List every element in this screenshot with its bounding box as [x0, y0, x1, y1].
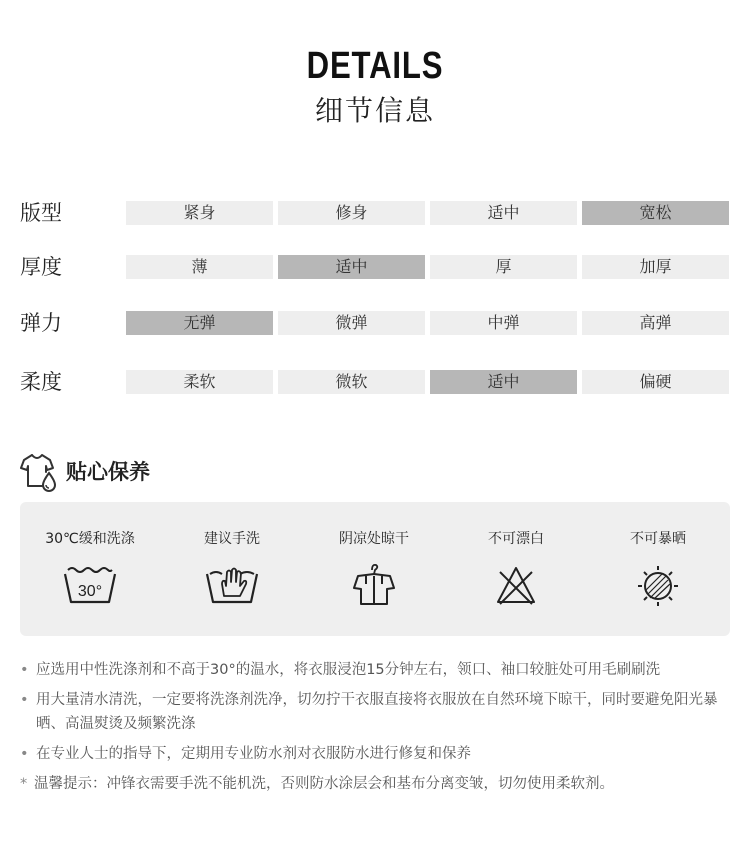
attr-row-thickness — [0, 255, 750, 281]
note-text: 用大量清水清洗，一定要将洗涤剂洗净，切勿拧干衣服直接将衣服放在自然环境下晾干，同时要避免阳光暴晒、高温熨烫及频繁洗涤 — [36, 692, 718, 732]
attr-option: 微弹 — [278, 311, 425, 335]
note-item — [20, 688, 732, 736]
care-label: 不可暴晒 — [630, 531, 686, 547]
care-item-no-bleach — [446, 502, 586, 636]
care-label: 30℃缓和洗涤 — [45, 531, 135, 547]
care-notes — [20, 658, 732, 796]
attr-row-fit — [0, 201, 750, 227]
tshirt-water-drop-icon — [20, 452, 62, 492]
care-label: 建议手洗 — [204, 531, 260, 547]
care-label: 阴凉处晾干 — [339, 531, 409, 547]
care-item-no-sun — [588, 502, 728, 636]
attr-row-elasticity — [0, 311, 750, 337]
wash-temp: 30° — [77, 583, 103, 600]
attr-option: 紧身 — [126, 201, 273, 225]
care-label: 不可漂白 — [488, 531, 544, 547]
attr-option: 无弹 — [126, 311, 273, 335]
page-title-cn: 细节信息 — [314, 94, 435, 127]
attr-row-softness — [0, 370, 750, 396]
warm-tip — [20, 772, 732, 796]
attr-option: 中弹 — [430, 311, 577, 335]
attr-option: 高弹 — [582, 311, 729, 335]
details-header — [0, 46, 750, 128]
care-box — [20, 502, 730, 636]
attr-option: 柔软 — [126, 370, 273, 394]
care-title: 贴心保养 — [66, 460, 150, 484]
note-item — [20, 742, 732, 766]
attr-option: 修身 — [278, 201, 425, 225]
attr-option: 宽松 — [582, 201, 729, 225]
hang-dry-shade-icon — [344, 562, 404, 608]
attr-option: 加厚 — [582, 255, 729, 279]
attr-label: 弹力 — [20, 311, 62, 335]
attr-option: 适中 — [278, 255, 425, 279]
bullet-dot: • — [20, 692, 29, 708]
tip-marker: * — [20, 776, 28, 792]
attr-label: 版型 — [20, 201, 62, 225]
attr-option: 厚 — [430, 255, 577, 279]
care-item-hang-dry — [304, 502, 444, 636]
note-text: 应选用中性洗涤剂和不高于30°的温水，将衣服浸泡15分钟左右，领口、袖口较脏处可用毛刷刷洗 — [36, 662, 661, 678]
attr-option: 微软 — [278, 370, 425, 394]
tip-text: 温馨提示：冲锋衣需要手洗不能机洗，否则防水涂层会和基布分离变皱，切勿使用柔软剂。 — [34, 776, 614, 792]
attr-option: 薄 — [126, 255, 273, 279]
attr-label: 柔度 — [20, 370, 62, 394]
care-item-hand-wash — [162, 502, 302, 636]
page-title-en: DETAILS — [306, 45, 444, 87]
attr-label: 厚度 — [20, 255, 62, 279]
hand-wash-icon — [202, 562, 262, 608]
no-sun-icon — [628, 562, 688, 608]
care-item-wash-30 — [20, 502, 160, 636]
bullet-dot: • — [20, 746, 29, 762]
attr-option: 适中 — [430, 370, 577, 394]
attr-option: 适中 — [430, 201, 577, 225]
attr-option: 偏硬 — [582, 370, 729, 394]
no-bleach-icon — [486, 562, 546, 608]
bullet-dot: • — [20, 662, 29, 678]
note-text: 在专业人士的指导下，定期用专业防水剂对衣服防水进行修复和保养 — [36, 746, 471, 762]
wash-30-icon — [60, 562, 120, 608]
note-item — [20, 658, 732, 682]
